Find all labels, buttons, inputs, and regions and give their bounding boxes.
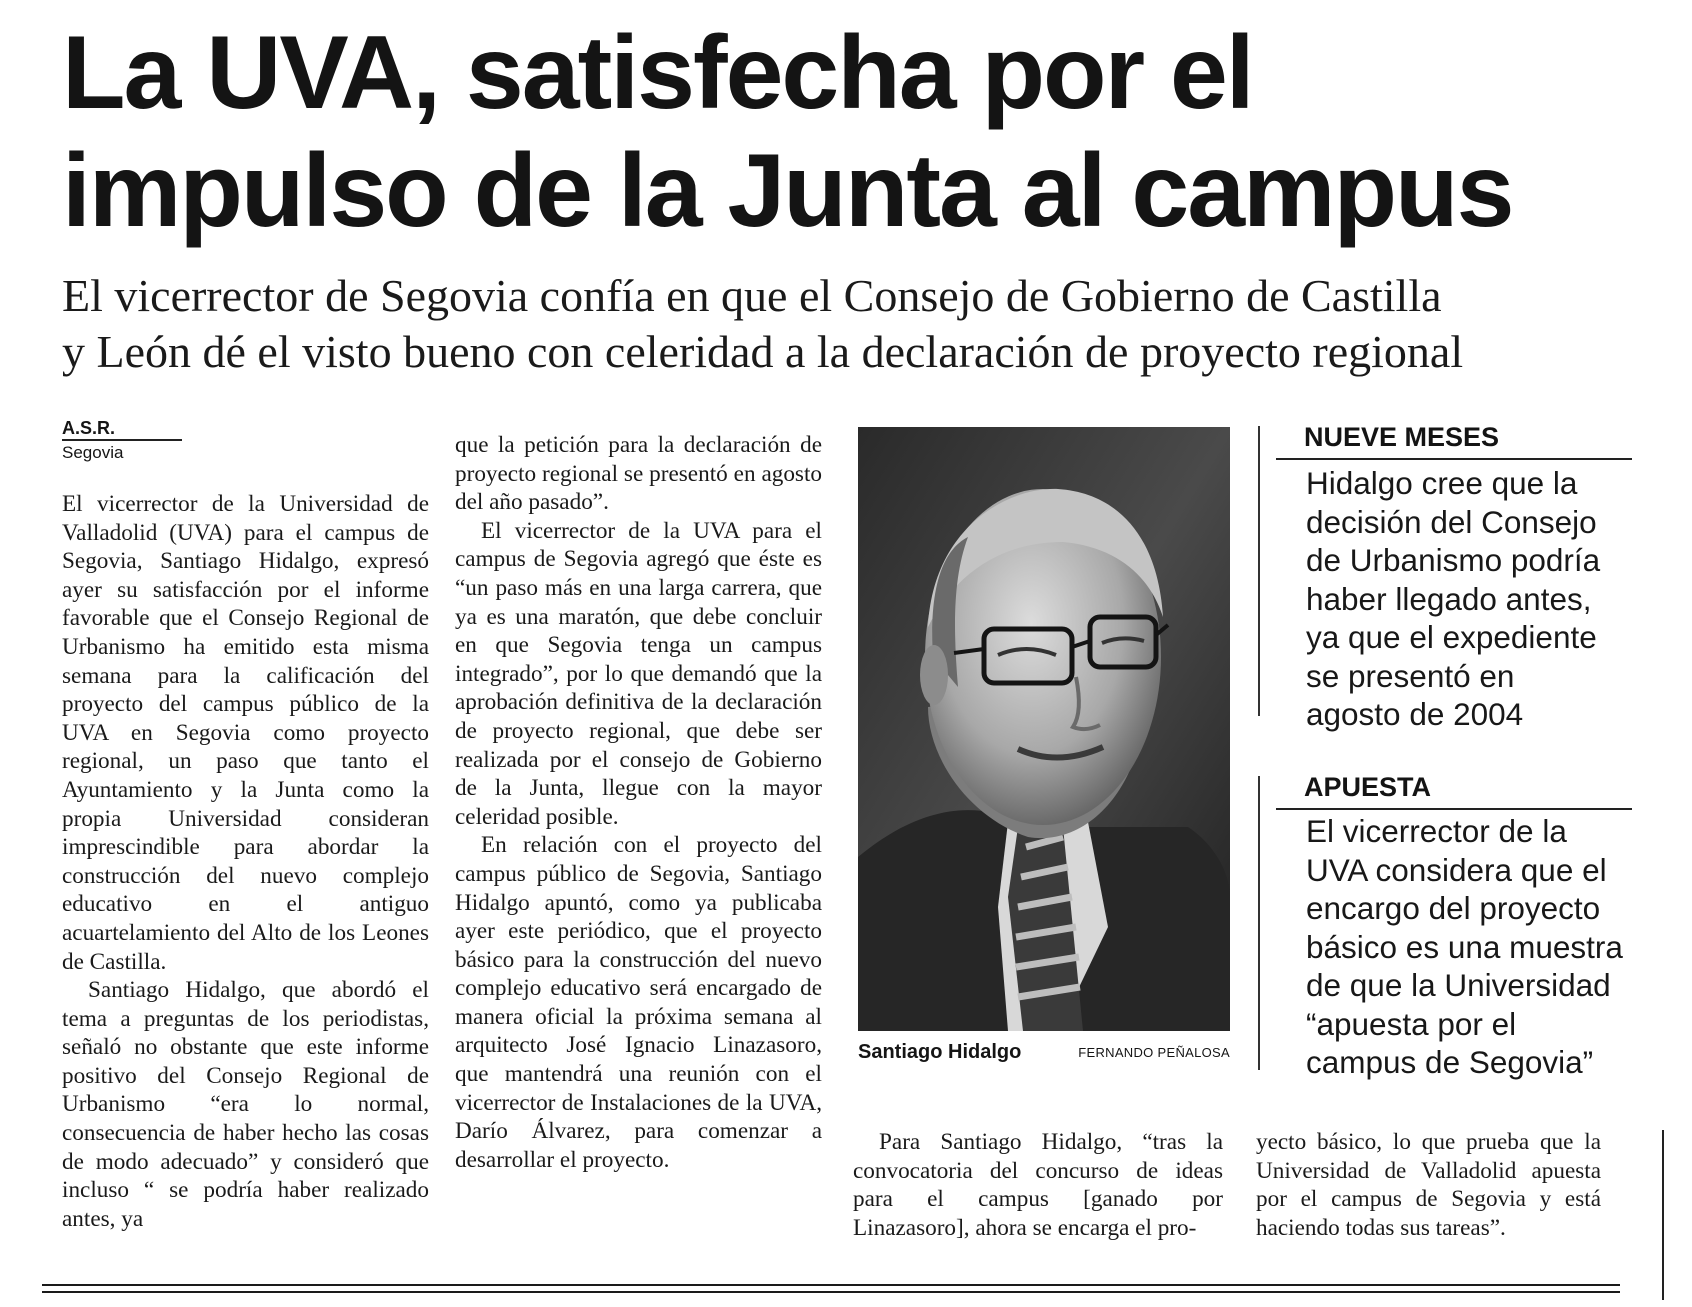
sidebar-box-1-line: Hidalgo cree que la bbox=[1306, 465, 1578, 501]
bottom-rule-upper bbox=[42, 1284, 1620, 1286]
headline-line-2: impulso de la Junta al campus bbox=[62, 133, 1513, 249]
sidebar-box-2-line: “apuesta por el bbox=[1306, 1005, 1517, 1042]
sidebar-box-2-line: básico es una muestra bbox=[1306, 928, 1623, 965]
column-3-paragraph-1: Para Santiago Hidalgo, “tras la convocatoria del concurso de ideas para el campus [ganado por Linazasoro], ahora se encarga el pro- bbox=[853, 1129, 1223, 1241]
photo-caption-name: Santiago Hidalgo bbox=[858, 1041, 1022, 1063]
sidebar-vertical-rule-1 bbox=[1258, 426, 1260, 716]
portrait-photo bbox=[858, 427, 1230, 1031]
body-column-3 bbox=[853, 1128, 1223, 1242]
column-1-paragraph-2: Santiago Hidalgo, que abordó el tema a preguntas de los periodistas, señaló no obstante que este informe positivo del Consejo Regional de Urbanismo “era lo normal, consecuencia de haber hecho las cosas de modo adecuado” y consideró que incluso “ se podría haber realizado antes, ya bbox=[62, 977, 429, 1232]
byline-rule bbox=[62, 439, 182, 441]
sidebar-box-2-line: El vicerrector de la bbox=[1306, 813, 1567, 849]
headline-line-1: La UVA, satisfecha por el bbox=[62, 15, 1253, 131]
sidebar-box-1-line: se presentó en bbox=[1306, 657, 1515, 694]
sidebar-box-1-text bbox=[1306, 464, 1636, 734]
byline-author: A.S.R. bbox=[62, 418, 116, 438]
sidebar-box-1-line: ya que el expediente bbox=[1306, 619, 1597, 655]
column-1-paragraph-1: El vicerrector de la Universidad de Valladolid (UVA) para el campus de Segovia, Santiago Hidalgo, expresó ayer su satisfacción por el informe favorable que el Consejo Regional de Urbanismo ha emitido esta misma semana para la calificación del proyecto del campus público de la UVA en Segovia como proyecto regional, un paso que tanto el Ayuntamiento y la Junta como la propia Universidad consideran imprescindible para abordar la construcción del nuevo complejo educativo en el antiguo acuartelamiento del Alto de los Leones de Castilla. bbox=[62, 491, 429, 975]
subheadline-line-2: y León dé el visto bueno con celeridad a la declaración de proyecto regional bbox=[62, 326, 1464, 377]
sidebar-box-1-line: decisión del Consejo bbox=[1306, 503, 1597, 540]
column-2-paragraph-1: que la petición para la declaración de proyecto regional se presentó en agosto del año pasado”. bbox=[455, 432, 822, 516]
column-2-paragraph-2: El vicerrector de la UVA para el campus de Segovia agregó que éste es “un paso más en una larga carrera, que ya es una maratón, que debe concluir en que Segovia tenga un campus integrado”, por lo que demandó que la aprobación definitiva de la declaración de proyecto regional, que debe ser realizada por el consejo de Gobierno de la Junta, llegue con la mayor celeridad posible. bbox=[455, 517, 822, 830]
sidebar-box-2-line: encargo del proyecto bbox=[1306, 890, 1601, 926]
sidebar-box-2-line: de que la Universidad bbox=[1306, 967, 1611, 1003]
bottom-rule-lower bbox=[42, 1291, 1620, 1293]
byline-place: Segovia bbox=[62, 443, 124, 462]
subheadline-line-1: El vicerrector de Segovia confía en que el Consejo de Gobierno de Castilla bbox=[62, 270, 1442, 321]
subheadline bbox=[62, 268, 1662, 380]
body-column-1 bbox=[62, 490, 429, 1233]
sidebar-box-2-rule bbox=[1276, 808, 1632, 810]
sidebar-vertical-rule-2 bbox=[1258, 776, 1260, 1070]
photo-credit: FERNANDO PEÑALOSA bbox=[1078, 1045, 1230, 1060]
body-column-2 bbox=[455, 431, 822, 1174]
sidebar-box-2-text bbox=[1306, 812, 1636, 1082]
column-4-paragraph-1: yecto básico, lo que prueba que la Universidad de Valladolid apuesta por el campus de Segovia y está haciendo todas sus tareas”. bbox=[1256, 1129, 1601, 1241]
column-2-paragraph-3: En relación con el proyecto del campus público de Segovia, Santiago Hidalgo apuntó, como ya publicaba ayer este periódico, que el proyecto básico para la construcción del nuevo complejo educativo será encargado de manera oficial la próxima semana al arquitecto José Ignacio Linazasoro, que mantendrá una reunión con el vicerrector de Instalaciones de la UVA, Darío Álvarez, para comenzar a desarrollar el proyecto. bbox=[455, 832, 822, 1173]
sidebar-highlights bbox=[1258, 418, 1638, 1080]
sidebar-box-1-line: haber llegado antes, bbox=[1306, 580, 1592, 617]
sidebar-box-2-line: campus de Segovia” bbox=[1306, 1044, 1594, 1080]
sidebar-box-2-title: APUESTA bbox=[1304, 772, 1432, 802]
sidebar-box-1-rule bbox=[1276, 458, 1632, 460]
page-edge-mark bbox=[1662, 1130, 1664, 1300]
sidebar-box-1-line: de Urbanismo podría bbox=[1306, 542, 1601, 578]
byline bbox=[62, 418, 422, 463]
sidebar-box-1-title: NUEVE MESES bbox=[1304, 422, 1500, 452]
portrait-illustration bbox=[858, 427, 1230, 1031]
headline bbox=[62, 14, 1662, 250]
sidebar-box-2-line: UVA considera que el bbox=[1306, 851, 1607, 888]
photo-caption bbox=[858, 1040, 1230, 1068]
body-column-4 bbox=[1256, 1128, 1601, 1242]
sidebar-box-1-line: agosto de 2004 bbox=[1306, 696, 1524, 732]
